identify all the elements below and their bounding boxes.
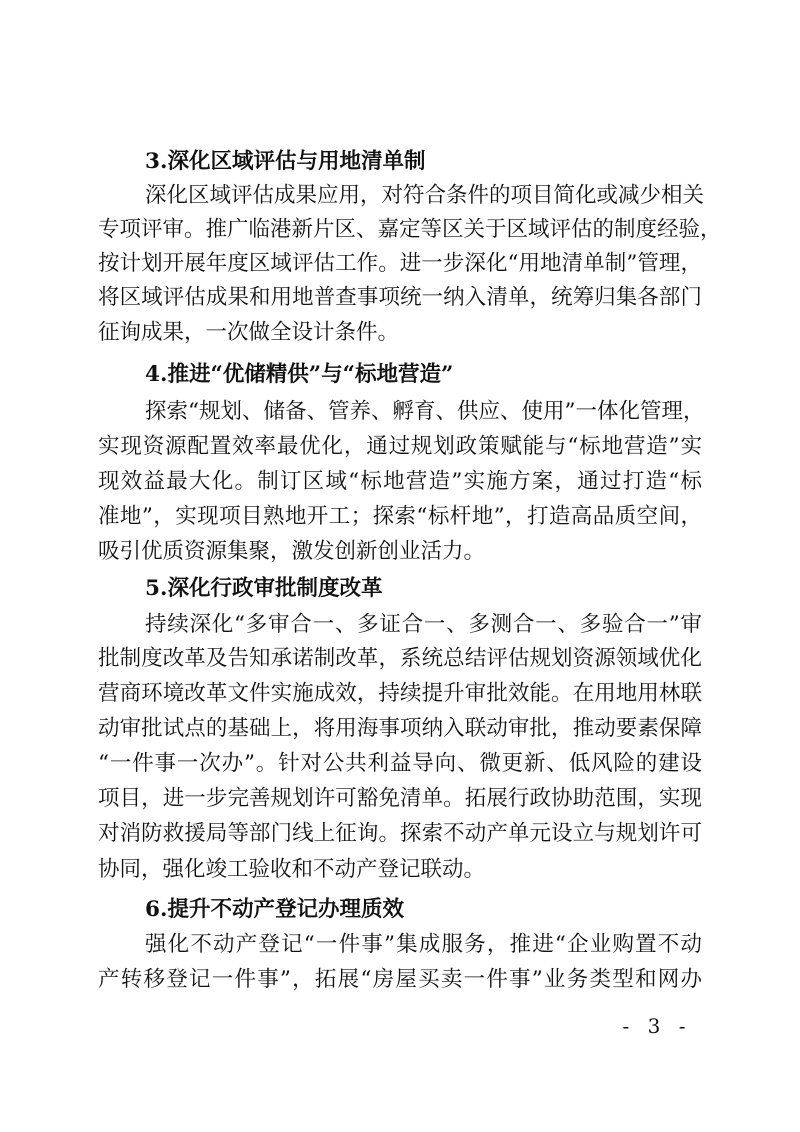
paragraph-line: 持续深化“多审合一、多证合一、多测合一、多验合一”审 (145, 612, 702, 637)
paragraph-line: 实现资源配置效率最优化，通过规划政策赋能与“标地营造”实 (98, 434, 702, 459)
paragraph-line: 批制度改革及告知承诺制改革，系统总结评估规划资源领域优化 (98, 646, 702, 671)
paragraph-line: 产转移登记一件事”，拓展“房屋买卖一件事”业务类型和网办 (98, 967, 702, 992)
paragraph-line: 探索“规划、储备、管养、孵育、供应、使用”一体化管理， (145, 399, 705, 424)
paragraph-line: 准地”，实现项目熟地开工；探索“标杆地”，打造高品质空间， (98, 504, 702, 529)
paragraph-line: 专项评审。推广临港新片区、嘉定等区关于区域评估的制度经验， (98, 217, 722, 242)
section-heading-4: 4.推进“优储精供”与“标地营造” (145, 362, 454, 387)
section-heading-6: 6.提升不动产登记办理质效 (145, 897, 404, 922)
paragraph-line: 按计划开展年度区域评估工作。进一步深化“用地清单制”管理， (98, 251, 702, 276)
page-number: - 3 - (622, 1014, 692, 1038)
paragraph-line: 强化不动产登记“一件事”集成服务，推进“企业购置不动 (145, 932, 702, 957)
paragraph-line: 将区域评估成果和用地普查事项统一纳入清单，统筹归集各部门 (98, 285, 702, 310)
paragraph-line: “一件事一次办”。针对公共利益导向、微更新、低风险的建设 (98, 751, 702, 776)
paragraph-line: 营商环境改革文件实施成效，持续提升审批效能。在用地用林联 (98, 681, 702, 706)
paragraph-line: 现效益最大化。制订区域“标地营造”实施方案，通过打造“标 (98, 469, 702, 494)
paragraph-line: 动审批试点的基础上，将用海事项纳入联动审批，推动要素保障 (98, 716, 702, 741)
paragraph-line: 深化区域评估成果应用，对符合条件的项目简化或减少相关 (145, 183, 705, 208)
paragraph-line: 吸引优质资源集聚，激发创新创业活力。 (98, 539, 486, 564)
paragraph-line: 对消防救援局等部门线上征询。探索不动产单元设立与规划许可 (98, 821, 702, 846)
section-heading-5: 5.深化行政审批制度改革 (145, 576, 383, 601)
paragraph-line: 项目，进一步完善规划许可豁免清单。拓展行政协助范围，实现 (98, 786, 702, 811)
section-heading-3: 3.深化区域评估与用地清单制 (145, 149, 426, 174)
paragraph-line: 征询成果，一次做全设计条件。 (98, 320, 400, 345)
paragraph-line: 协同，强化竣工验收和不动产登记联动。 (98, 857, 486, 882)
